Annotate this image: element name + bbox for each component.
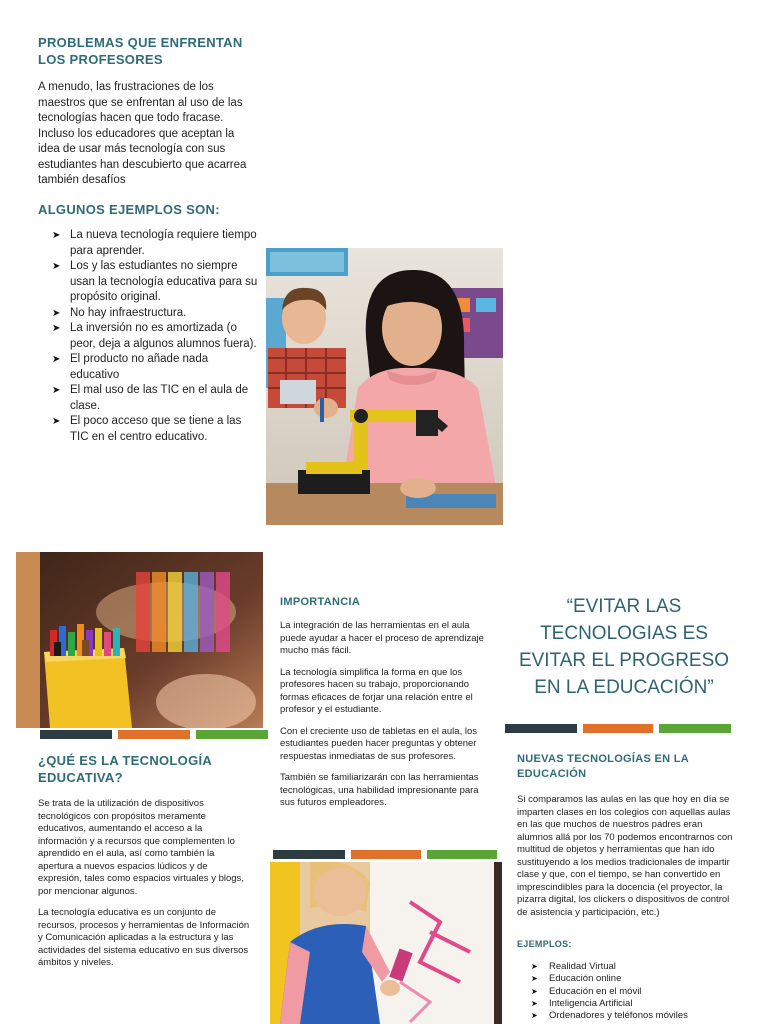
list-item: ➤ El producto no añade nada educativo xyxy=(38,352,260,383)
robot-arm-photo xyxy=(266,248,503,525)
que-es-text xyxy=(38,798,250,979)
list-item: ➤ El mal uso de las TIC en el aula de clase. xyxy=(38,383,260,414)
bar-orange xyxy=(351,850,421,859)
color-bars-right xyxy=(505,724,731,733)
nuevas-tecnologias-text: Si comparamos las aulas en las que hoy en día se imparten clases en los colegios con aquellas aulas en las que muchos de nuestros padres eran alumnos allá por los 70 podemos encontrarnos con multitud de objetos y herramientas que han ido sustituyendo a los medios tradicionales de impartir clase y que, con el tiempo, se han convertido en imprescindibles para la docencia (el proyector, la pizarra digital, los clickers o dispositivos de control de asistencia y participación, etc.) xyxy=(517,794,733,918)
classroom-robot-image xyxy=(266,248,503,525)
bar-dark xyxy=(273,850,345,859)
list-item: ➤ Realidad Virtual xyxy=(517,961,737,973)
heading-importancia: IMPORTANCIA xyxy=(280,596,361,608)
bar-dark xyxy=(40,730,112,739)
importancia-paragraph: La tecnología simplifica la forma en que los profesores hacen su trabajo, proporcionando formas eficaces de forjar una relación entre el profesor y el estudiante. xyxy=(280,666,473,715)
list-item: ➤ No hay infraestructura. xyxy=(38,306,260,322)
list-item: ➤ Inteligencia Artificial xyxy=(517,998,737,1010)
importancia-paragraph: También se familiarizarán con las herramientas tecnológicas, una habilidad impresionante para sus futuros empleadores. xyxy=(280,772,479,808)
crayons-image xyxy=(16,552,263,728)
quote-text: “EVITAR LAS TECNOLOGIAS ES EVITAR EL PROGRESO EN LA EDUCACIÓN” xyxy=(518,596,730,698)
list-item: ➤ Los y las estudiantes no siempre usan la tecnología educativa para su propósito original. xyxy=(38,259,260,306)
whiteboard-image xyxy=(270,862,502,1024)
list-item: ➤ La nueva tecnología requiere tiempo para aprender. xyxy=(38,228,260,259)
bar-green xyxy=(196,730,268,739)
heading-que-es: ¿QUÉ ES LA TECNOLOGÍA EDUCATIVA? xyxy=(38,753,212,785)
bar-orange xyxy=(118,730,190,739)
bar-green xyxy=(659,724,731,733)
que-es-paragraph-1: Se trata de la utilización de dispositivos tecnológicos con propósitos meramente educativos, aumentando el acceso a la información y a recursos que complementen lo aprendido en el aula, así como también la apertura a nuevos espacios lúdicos y de expresión, tales como espacios virtuales y blogs, por mencionar algunos. xyxy=(38,798,244,897)
list-item: ➤ La inversión no es amortizada (o peor, deja a algunos alumnos fuera). xyxy=(38,321,260,352)
list-item: ➤ Educación en el móvil xyxy=(517,986,737,998)
importancia-paragraph: La integración de las herramientas en el aula puede ayudar a hacer el proceso de aprendizaje mucho más fácil. xyxy=(280,620,484,656)
bar-green xyxy=(427,850,497,859)
importancia-text xyxy=(280,620,484,819)
bar-dark xyxy=(505,724,577,733)
tech-examples-list xyxy=(517,961,737,1022)
whiteboard-photo xyxy=(270,862,502,1024)
problems-list xyxy=(38,228,260,445)
heading-ejemplos: ALGUNOS EJEMPLOS SON: xyxy=(38,202,220,217)
importancia-paragraph: Con el creciente uso de tabletas en el aula, los estudiantes pueden hacer preguntas y obtener respuestas inmediatas de sus profesores. xyxy=(280,725,477,762)
color-bars-middle xyxy=(273,850,497,859)
list-item: ➤ El poco acceso que se tiene a las TIC en el centro educativo. xyxy=(38,414,260,445)
color-bars-left xyxy=(40,730,268,739)
heading-problemas: PROBLEMAS QUE ENFRENTAN LOS PROFESORES xyxy=(38,35,243,67)
list-item: ➤ Educación online xyxy=(517,973,737,985)
heading-ejemplos-right: EJEMPLOS: xyxy=(517,939,572,949)
que-es-paragraph-2: La tecnología educativa es un conjunto de recursos, procesos y herramientas de Información y Comunicación aplicadas a la estructura y las actividades del sistema educativo en sus diversos ámbitos y niveles. xyxy=(38,907,250,968)
bar-orange xyxy=(583,724,653,733)
intro-paragraph: A menudo, las frustraciones de los maestros que se enfrentan al uso de las tecnologías hacen que todo fracase. Incluso los educadores que aceptan la idea de usar más tecnología con sus estudiantes han descubierto que acarrea también desafíos xyxy=(38,81,247,186)
heading-nuevas-tecnologias: NUEVAS TECNOLOGÍAS EN LA EDUCACIÓN xyxy=(517,753,689,780)
crayons-photo xyxy=(16,552,263,728)
list-item: ➤ Ordenadores y teléfonos móviles xyxy=(517,1010,737,1022)
